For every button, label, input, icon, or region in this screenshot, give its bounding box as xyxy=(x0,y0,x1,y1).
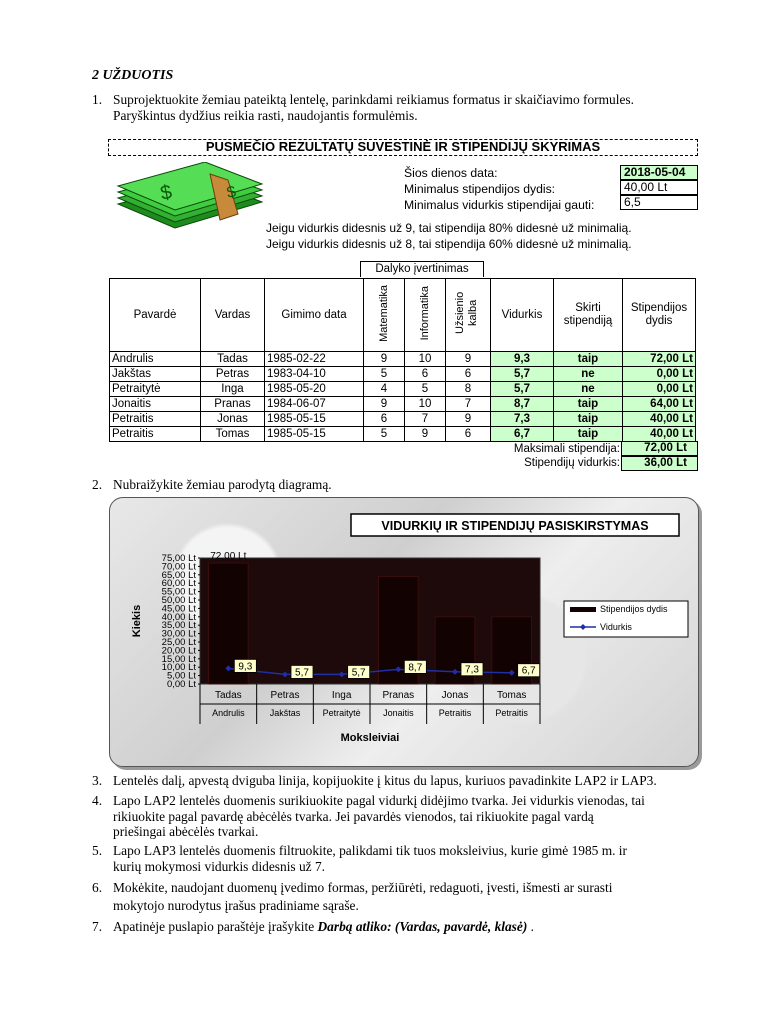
table-row xyxy=(110,382,696,397)
task-text: Suprojektuokite žemiau pateiktą lentelę, parinkdami reikiamus formatus ir skaičiavimo formules. Paryškintus dydžius reikia rasti, naudojantis formulėmis. xyxy=(113,92,634,123)
table-cell: ne xyxy=(554,382,623,397)
table-cell: Inga xyxy=(201,382,265,397)
table-cell: 6 xyxy=(446,367,491,382)
table-cell: 72,00 Lt xyxy=(623,352,696,367)
section-heading: 2 UŽDUOTIS xyxy=(92,68,174,83)
col-header: Užsienio kalba xyxy=(446,279,491,352)
legend-label: Stipendijos dydis xyxy=(600,604,668,614)
table-cell: 5 xyxy=(405,382,446,397)
table-cell: 6 xyxy=(364,412,405,427)
table-cell: 8 xyxy=(446,382,491,397)
x-tick-label: Inga xyxy=(331,690,352,701)
col-header: Pavardė xyxy=(110,279,201,352)
table-cell: 1985-05-20 xyxy=(265,382,364,397)
chart-svg xyxy=(110,498,698,766)
table-cell: 5,7 xyxy=(491,382,554,397)
average-data-label: 6,7 xyxy=(521,665,536,677)
y-tick-label: 60,00 Lt xyxy=(161,578,196,590)
x-tick-label: Petraitytė xyxy=(322,708,361,718)
table-cell: 1985-05-15 xyxy=(265,412,364,427)
table-cell: 1983-04-10 xyxy=(265,367,364,382)
legend-label: Vidurkis xyxy=(600,622,632,632)
table-cell: taip xyxy=(554,397,623,412)
table-cell: 8,7 xyxy=(491,397,554,412)
y-tick-label: 5,00 Lt xyxy=(166,670,196,682)
col-header: Gimimo data xyxy=(265,279,364,352)
table-cell: Jakštas xyxy=(110,367,201,382)
x-tick-label: Tomas xyxy=(496,690,527,701)
table-cell: 4 xyxy=(364,382,405,397)
table-cell: 1985-05-15 xyxy=(265,427,364,442)
y-tick-label: 10,00 Lt xyxy=(161,662,196,674)
legend-swatch-bars xyxy=(570,607,596,612)
group-header: Dalyko įvertinimas xyxy=(360,261,484,277)
average-data-label: 8,7 xyxy=(408,662,423,674)
y-tick-label: 20,00 Lt xyxy=(161,645,196,657)
col-header: Stipendijos dydis xyxy=(623,279,696,352)
table-cell: 9 xyxy=(446,412,491,427)
table-cell: 0,00 Lt xyxy=(623,382,696,397)
average-data-label: 9,3 xyxy=(238,661,253,673)
task-4: 4. Lapo LAP2 lentelės duomenis surikiuokite pagal vidurkį didėjimo tvarka. Jei vidurkis vienodas, tai rikiuokite pagal pavardę abėcėlės tvarka. Jei pavardės vienodos, tai rikiuokite pagal vardą priešingai abėcėlės tvarkai. xyxy=(92,793,645,839)
table-cell: Jonaitis xyxy=(110,397,201,412)
table-cell: Petras xyxy=(201,367,265,382)
task-3: 3. Lentelės dalį, apvestą dviguba linija, kopijuokite į kitus du lapus, kuriuos pavadinkite LAP2 ir LAP3. xyxy=(92,773,657,788)
x-tick-label: Andrulis xyxy=(212,708,245,718)
average-data-label: 5,7 xyxy=(295,667,309,679)
chart-title: VIDURKIŲ IR STIPENDIJŲ PASISKIRSTYMAS xyxy=(381,519,649,533)
y-tick-label: 0,00 Lt xyxy=(166,679,196,690)
table-cell: 1985-02-22 xyxy=(265,352,364,367)
table-cell: taip xyxy=(554,352,623,367)
table-cell: 9 xyxy=(446,352,491,367)
rule-1: Jeigu vidurkis didesnis už 9, tai stipendija 80% didesnė už minimalią. xyxy=(266,221,632,235)
y-tick-label: 15,00 Lt xyxy=(161,653,196,665)
info-value-min-stipend: 40,00 Lt xyxy=(620,180,698,195)
table-cell: 9 xyxy=(364,397,405,412)
task-5: 5. Lapo LAP3 lentelės duomenis filtruokite, palikdami tik tuos moksleivius, kurie gimė 1985 m. ir kurių mokymosi vidurkis didesnis už 7. xyxy=(92,843,627,874)
task-2 xyxy=(92,477,702,494)
y-tick-label: 30,00 Lt xyxy=(161,628,196,640)
chart-container xyxy=(109,497,699,767)
task-number: 2. xyxy=(92,477,103,492)
table-cell: Tadas xyxy=(201,352,265,367)
table-cell: ne xyxy=(554,367,623,382)
info-value-date: 2018-05-04 xyxy=(620,165,698,180)
table-cell: 9 xyxy=(405,427,446,442)
info-label-min-stipend: Minimalus stipendijos dydis: xyxy=(404,182,556,196)
col-header: Vidurkis xyxy=(491,279,554,352)
sheet-title: PUSMEČIO REZULTATŲ SUVESTINĖ IR STIPENDIJŲ SKYRIMAS xyxy=(108,139,698,156)
table-cell: Tomas xyxy=(201,427,265,442)
table-cell: taip xyxy=(554,412,623,427)
rule-2: Jeigu vidurkis didesnis už 8, tai stipendija 60% didesnė už minimalią. xyxy=(266,237,632,251)
x-tick-label: Petraitis xyxy=(438,708,472,718)
table-row xyxy=(110,412,696,427)
table-row xyxy=(110,352,696,367)
table-cell: 9 xyxy=(364,352,405,367)
table-row xyxy=(110,427,696,442)
x-tick-label: Petras xyxy=(270,690,300,701)
svg-text:$: $ xyxy=(225,183,238,202)
table-cell: Petraitis xyxy=(110,427,201,442)
table-cell: 5 xyxy=(364,367,405,382)
info-label-date: Šios dienos data: xyxy=(404,166,498,180)
table-cell: 5 xyxy=(364,427,405,442)
task-7: 7. Apatinėje puslapio paraštėje įrašykite Darbą atliko: (Vardas, pavardė, klasė) . xyxy=(92,919,534,934)
bar-data-label: 72,00 Lt xyxy=(210,551,247,563)
table-cell: 7 xyxy=(446,397,491,412)
summary-label-max: Maksimali stipendija: xyxy=(513,443,620,455)
task-number: 1. xyxy=(92,92,103,107)
table-cell: 40,00 Lt xyxy=(623,427,696,442)
table-cell: Andrulis xyxy=(110,352,201,367)
table-cell: 1984-06-07 xyxy=(265,397,364,412)
table-cell: 7 xyxy=(405,412,446,427)
task-1 xyxy=(92,92,702,126)
table-cell: Pranas xyxy=(201,397,265,412)
summary-value-avg: 36,00 Lt xyxy=(621,456,698,471)
y-tick-label: 50,00 Lt xyxy=(161,595,196,606)
table-cell: 0,00 Lt xyxy=(623,367,696,382)
y-tick-label: 35,00 Lt xyxy=(161,620,196,632)
task-6: 6. Mokėkite, naudojant duomenų įvedimo formas, peržiūrėti, redaguoti, įvesti, išmesti ar surasti mokytojo nurodytus įrašus pradiniame sąraše. xyxy=(92,880,613,913)
average-data-label: 7,3 xyxy=(465,664,479,676)
x-tick-label: Pranas xyxy=(382,690,415,701)
table-cell: 6 xyxy=(446,427,491,442)
table-cell: Jonas xyxy=(201,412,265,427)
summary-value-max: 72,00 Lt xyxy=(621,441,698,456)
y-tick-label: 75,00 Lt xyxy=(161,553,196,564)
svg-text:$: $ xyxy=(158,181,174,205)
info-label-min-average: Minimalus vidurkis stipendijai gauti: xyxy=(404,198,595,212)
y-tick-label: 45,00 Lt xyxy=(161,603,196,615)
x-tick-label: Jakštas xyxy=(269,708,301,718)
average-data-label: 5,7 xyxy=(351,667,366,679)
table-cell: 64,00 Lt xyxy=(623,397,696,412)
y-tick-label: 55,00 Lt xyxy=(161,586,196,598)
table-cell: 40,00 Lt xyxy=(623,412,696,427)
table-row xyxy=(110,397,696,412)
table-row xyxy=(110,367,696,382)
task-text: Nubraižykite žemiau parodytą diagramą. xyxy=(113,477,332,492)
x-tick-label: Petraitis xyxy=(495,708,528,718)
table-cell: 7,3 xyxy=(491,412,554,427)
col-header: Matematika xyxy=(364,279,405,352)
y-tick-label: 40,00 Lt xyxy=(161,611,196,623)
col-header: Vardas xyxy=(201,279,265,352)
summary-label-avg: Stipendijų vidurkis: xyxy=(524,457,620,469)
table-cell: taip xyxy=(554,427,623,442)
table-cell: 9,3 xyxy=(491,352,554,367)
table-cell: 5,7 xyxy=(491,367,554,382)
money-stack-icon xyxy=(110,162,270,232)
x-tick-label: Jonas xyxy=(441,690,469,701)
x-axis-label: Moksleiviai xyxy=(340,732,400,744)
y-tick-label: 65,00 Lt xyxy=(161,569,196,581)
table-cell: Petraitytė xyxy=(110,382,201,397)
table-cell: 10 xyxy=(405,397,446,412)
x-tick-label: Jonaitis xyxy=(383,708,414,718)
table-cell: 6,7 xyxy=(491,427,554,442)
x-tick-label: Tadas xyxy=(214,690,242,701)
col-header: Skirti stipendiją xyxy=(554,279,623,352)
results-table xyxy=(109,278,696,442)
col-header: Informatika xyxy=(405,279,446,352)
table-cell: Petraitis xyxy=(110,412,201,427)
table-cell: 10 xyxy=(405,352,446,367)
y-tick-label: 70,00 Lt xyxy=(161,561,196,573)
table-header-row xyxy=(110,279,696,352)
y-tick-label: 25,00 Lt xyxy=(161,637,196,648)
y-axis-label: Kiekis xyxy=(131,604,143,638)
info-value-min-average: 6,5 xyxy=(620,195,698,210)
table-cell: 6 xyxy=(405,367,446,382)
